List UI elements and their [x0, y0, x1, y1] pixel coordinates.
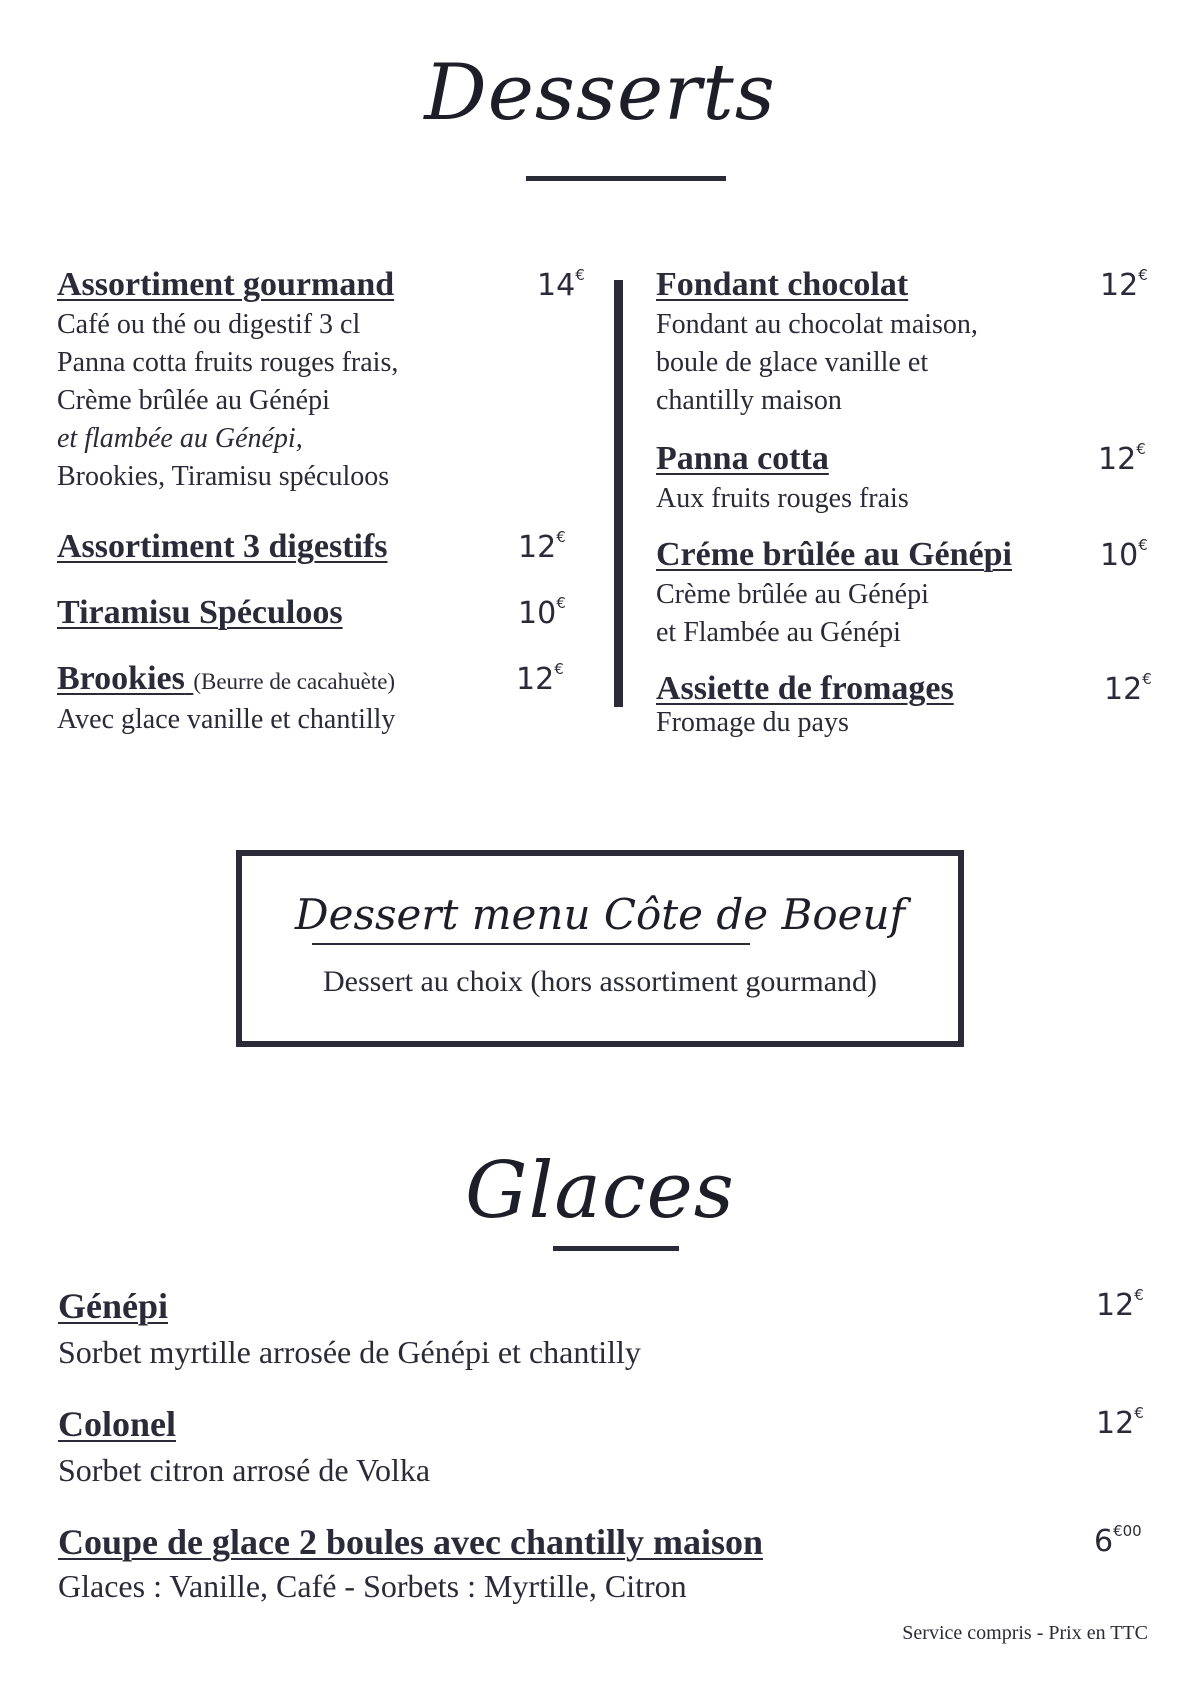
- item-price: 10€: [518, 594, 566, 631]
- item-description: Café ou thé ou digestif 3 cl Panna cotta fruits rouges frais, Crème brûlée au Génépi et flambée au Génépi, Brookies, Tiramisu spéculoos: [57, 309, 399, 492]
- item-assiette-fromages: [656, 670, 954, 742]
- item-price: 12€: [1098, 440, 1146, 477]
- item-price: 12€: [516, 660, 564, 697]
- item-assortiment-digestifs: [57, 528, 388, 566]
- item-note: (Beurre de cacahuète): [193, 669, 396, 694]
- item-name: Fondant chocolat: [656, 266, 909, 303]
- item-name: Tiramisu Spéculoos: [57, 594, 343, 631]
- item-description: Glaces : Vanille, Café - Sorbets : Myrtille, Citron: [58, 1568, 687, 1604]
- item-panna-cotta: [656, 440, 909, 518]
- item-price: 12€: [518, 528, 566, 565]
- dessert-menu-description: Dessert au choix (hors assortiment gourmand): [322, 965, 878, 998]
- glaces-title-block: [0, 1146, 1200, 1236]
- item-price: 10€: [1100, 536, 1148, 573]
- item-fondant-chocolat: [656, 266, 978, 420]
- item-description: Sorbet myrtille arrosée de Génépi et chantilly: [58, 1334, 641, 1370]
- item-description: Sorbet citron arrosé de Volka: [58, 1452, 431, 1488]
- item-name: Colonel: [58, 1404, 177, 1444]
- item-description: Avec glace vanille et chantilly: [57, 704, 396, 735]
- item-creme-brulee: [656, 536, 1012, 652]
- item-price: 12€: [1096, 1286, 1144, 1323]
- item-name: Créme brûlée au Génépi: [656, 536, 1012, 573]
- item-description: Aux fruits rouges frais: [656, 483, 909, 514]
- desserts-title-rule: [526, 176, 726, 181]
- item-name: Assiette de fromages: [656, 670, 954, 707]
- column-divider: [614, 280, 623, 707]
- item-assortiment-gourmand: [57, 266, 398, 496]
- desserts-title: Desserts: [424, 48, 776, 138]
- item-name: Coupe de glace 2 boules avec chantilly maison: [58, 1522, 764, 1562]
- glaces-title-rule: [553, 1246, 679, 1251]
- item-name: Génépi: [58, 1286, 169, 1326]
- glaces-title: Glaces: [465, 1146, 735, 1236]
- item-brookies: [57, 660, 395, 739]
- dessert-menu-title-rule: [312, 943, 750, 945]
- item-price: 12€: [1100, 266, 1148, 303]
- dessert-menu-box: [236, 850, 964, 1047]
- footer-note: Service compris - Prix en TTC: [902, 1622, 1148, 1644]
- item-price: 14€: [537, 266, 585, 303]
- item-price: 12€: [1096, 1404, 1144, 1441]
- item-description: Crème brûlée au Génépi et Flambée au Génépi: [656, 579, 929, 648]
- item-price: 12€: [1104, 670, 1152, 707]
- glace-item-colonel: [58, 1404, 430, 1490]
- desserts-title-block: [0, 48, 1200, 138]
- item-name: Panna cotta: [656, 440, 829, 477]
- glace-item-coupe: [58, 1522, 763, 1606]
- item-name: Brookies (Beurre de cacahuète): [57, 660, 395, 701]
- item-tiramisu: [57, 594, 343, 632]
- glace-item-genepi: [58, 1286, 641, 1372]
- dessert-menu-title: Dessert menu Côte de Boeuf: [294, 890, 906, 939]
- item-name: Assortiment gourmand: [57, 266, 395, 303]
- item-name: Assortiment 3 digestifs: [57, 528, 388, 565]
- item-description: Fondant au chocolat maison, boule de glace vanille et chantilly maison: [656, 309, 978, 416]
- item-description: Fromage du pays: [656, 707, 849, 738]
- item-price: $6^{€00}$: [1094, 1522, 1142, 1559]
